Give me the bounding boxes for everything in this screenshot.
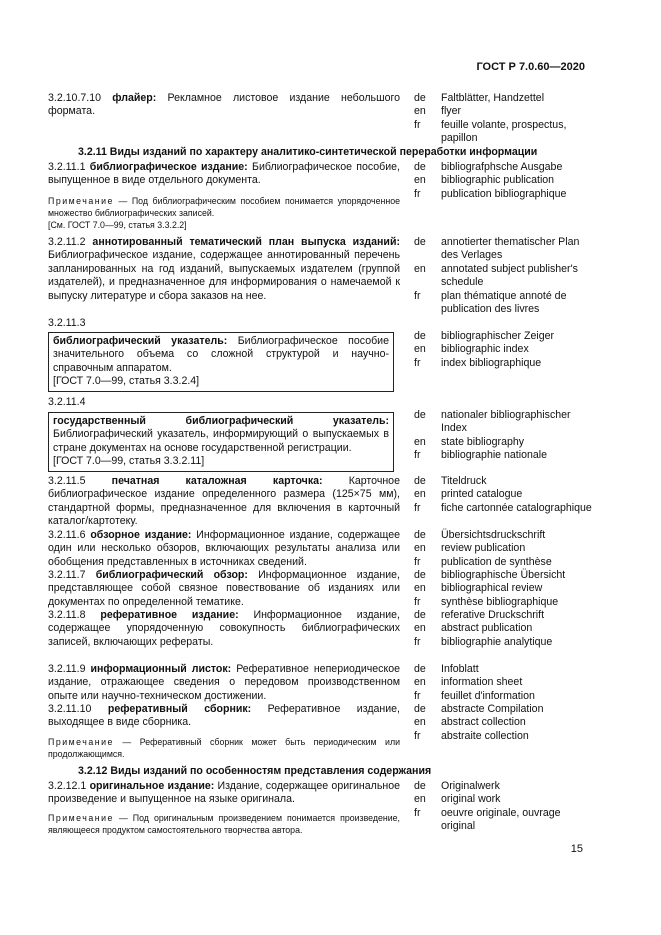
translation-row: fr publication de synthèse (414, 555, 552, 568)
entry-term: библиографический указатель: (53, 335, 228, 347)
translation-row: en abstract collection (414, 716, 526, 729)
entry-definition: Библиографическое пособие значительного объема со сложной структурой и научно-справочным аппаратом. (53, 335, 389, 374)
entry-definition: Реферативное непериодическое издание, отражающее сведения о передовом производственном опыте или научно-техническом достижении. (48, 663, 401, 702)
translation-row: fr plan thématique annoté de publication des livres (414, 289, 567, 316)
translation-row: en original work (414, 793, 501, 806)
document-header: ГОСТ Р 7.0.60—2020 (476, 61, 585, 73)
entry-term: библиографическое издание: (89, 161, 248, 173)
entry-3-2-11-10 (48, 703, 400, 730)
entry-number: 3.2.12.1 (48, 780, 87, 792)
translation-row: en bibliographic publication (414, 174, 555, 187)
entry-number: 3.2.11.7 (48, 569, 86, 581)
entry-3-2-11-9 (48, 663, 400, 703)
translations-3-2-11-2 (414, 236, 594, 316)
note-original-work (48, 812, 400, 836)
translations-3-2-11-4 (414, 409, 594, 463)
boxed-entry-3-2-11-4 (48, 412, 394, 472)
entry-term: информационный листок: (90, 663, 232, 675)
entry-number: 3.2.11.1 (48, 161, 86, 173)
translations-3-2-11-8 (414, 609, 594, 649)
translation-row: fr bibliographie nationale (414, 449, 548, 462)
translation-row: de annotierter thematischer Plan des Verlages (414, 236, 580, 262)
translations-3-2-11-6 (414, 529, 594, 569)
note-text: — Под библиографическим пособием понимается упорядоченное множество библиографических записей. (48, 196, 400, 218)
entry-number: 3.2.11.2 (48, 236, 86, 248)
entry-reference: [ГОСТ 7.0—99, статья 3.3.2.4] (53, 375, 200, 388)
entry-definition: Издание, содержащее оригинальное произведение и выпущенное на языке оригинала. (48, 780, 400, 806)
page-number: 15 (570, 843, 583, 855)
entry-3-2-11-5 (48, 475, 400, 529)
translation-row: de bibliographische Übersicht (414, 569, 566, 581)
entry-term: реферативное издание: (100, 609, 239, 621)
translation-row: fr abstraite collection (414, 729, 529, 742)
translation-row: de bibliographischer Zeiger (414, 330, 555, 342)
translation-row: en information sheet (414, 676, 523, 689)
translation-row: de Übersichtsdruckschrift (414, 529, 546, 541)
translation-row: de Originalwerk (414, 780, 500, 792)
translation-row: fr feuillet d'information (414, 689, 535, 702)
entry-term: библиографический обзор: (95, 569, 248, 581)
translation-row: en annotated subject publisher's schedule (414, 262, 578, 289)
translation-row: de abstracte Compilation (414, 703, 544, 715)
entry-definition: Рекламное листовое издание небольшого формата. (48, 92, 400, 118)
entry-definition: Информационное издание, содержащее один или несколько обзоров, включающих результаты анализа или обобщения представленных в источниках сведений. (48, 529, 400, 568)
translation-row: fr fiche cartonnée catalographique (414, 501, 592, 514)
entry-number: 3.2.11.5 (48, 475, 86, 487)
translation-row: de nationaler bibliographischer Index (414, 409, 571, 435)
translation-row: de referative Druckschrift (414, 609, 545, 621)
translation-row: en review publication (414, 542, 526, 555)
translation-row: en abstract publication (414, 622, 533, 635)
entry-definition: Библиографический указатель, информирующий о выпускаемых в стране документах на основе государственной регистрации. (53, 428, 389, 454)
entry-term: государственный библиографический указатель: (53, 415, 389, 427)
entry-3-2-11-8 (48, 609, 400, 649)
translation-row: fr bibliographie analytique (414, 635, 553, 648)
translation-row: de bibliografphsche Ausgabe (414, 161, 563, 173)
note-label: Примечание (48, 196, 114, 206)
entry-number-3-2-11-3: 3.2.11.3 (48, 317, 86, 329)
translation-row: de Titeldruck (414, 475, 487, 487)
entry-3-2-11-7 (48, 569, 400, 609)
entry-3-2-11-6 (48, 529, 400, 569)
translation-row: en state bibliography (414, 435, 525, 448)
translation-row: fr oeuvre originale, ouvrage original (414, 806, 561, 833)
section-heading-3-2-11: 3.2.11 Виды изданий по характеру аналитико-синтетической переработки информации (78, 146, 538, 158)
note-bibliographic-aid (48, 195, 400, 231)
entry-3-2-11-2 (48, 236, 400, 303)
entry-term: аннотированный тематический план выпуска изданий: (92, 236, 400, 248)
translations-3-2-11-3 (414, 330, 594, 370)
translation-row: de Faltblätter, Handzettel (414, 92, 545, 104)
entry-term: флайер: (112, 92, 157, 104)
note-reference: [См. ГОСТ 7.0—99, статья 3.3.2.2] (48, 220, 187, 230)
entry-term: печатная каталожная карточка: (111, 475, 323, 487)
entry-number-3-2-11-4: 3.2.11.4 (48, 396, 86, 408)
translation-row: en bibliographic index (414, 343, 529, 356)
entry-definition: Карточное библиографическое издание определенного размера (125×75 мм), стандартной формы, предназначенное для включения в карточный каталог/картотеку. (48, 475, 400, 528)
entry-definition: Библиографическое издание, содержащее аннотированный перечень запланированных на год изданий, выпускаемых издателем (группой издателей), и предназначенное для информирования о намечаемой к выпуску литературе и сбора заказов на нее. (48, 249, 400, 302)
note-label: Примечание (48, 737, 114, 747)
entry-definition: Информационное издание, содержащее упорядоченную совокупность библиографических записей, включающих рефераты. (48, 609, 400, 648)
translation-row: en flyer (414, 105, 462, 118)
translations-3-2-11-7 (414, 569, 594, 609)
translations-3-2-11-9 (414, 663, 594, 703)
entry-definition: Информационное издание, представляющее собой связное повествование об изданиях или документах по определенной тематике. (48, 569, 400, 608)
translation-row: fr synthèse bibliographique (414, 595, 559, 608)
entry-number: 3.2.11.6 (48, 529, 86, 541)
translation-row: de Infoblatt (414, 663, 479, 675)
entry-definition: Библиографическое пособие, выпущенное в виде отдельного документа. (48, 161, 401, 187)
translation-row: fr feuille volante, prospectus, papillon (414, 118, 567, 145)
entry-number: 3.2.10.7.10 (48, 92, 102, 104)
translation-row: fr publication bibliographique (414, 187, 567, 200)
entry-number: 3.2.11.8 (48, 609, 86, 621)
translation-row: fr index bibliographique (414, 356, 542, 369)
translations-3-2-11-1 (414, 161, 594, 201)
section-heading-3-2-12: 3.2.12 Виды изданий по особенностям представления содержания (78, 765, 432, 777)
entry-3-2-11-1 (48, 161, 400, 188)
entry-number: 3.2.11.10 (48, 703, 92, 715)
entry-term: реферативный сборник: (107, 703, 252, 715)
translations-3-2-11-5 (414, 475, 594, 515)
note-label: Примечание (48, 813, 114, 823)
translations-3-2-10-7-10 (414, 92, 594, 146)
translation-row: en bibliographical review (414, 582, 543, 595)
translations-3-2-12-1 (414, 780, 594, 834)
entry-term: обзорное издание: (90, 529, 192, 541)
entry-number: 3.2.11.9 (48, 663, 86, 675)
entry-3-2-10-7-10 (48, 92, 400, 119)
translation-row: en printed catalogue (414, 488, 523, 501)
entry-3-2-12-1 (48, 780, 400, 807)
boxed-entry-3-2-11-3 (48, 332, 394, 392)
note-abstract-collection (48, 736, 400, 760)
note-text: — Реферативный сборник может быть периодическим или продолжающимся. (48, 737, 400, 759)
entry-reference: [ГОСТ 7.0—99, статья 3.3.2.11] (53, 455, 205, 468)
note-text: — Под оригинальным произведением понимается произведение, являющееся продуктом самостоятельного творчества автора. (48, 813, 400, 835)
entry-term: оригинальное издание: (89, 780, 215, 792)
entry-definition: Реферативное издание, выходящее в виде сборника. (48, 703, 400, 729)
translations-3-2-11-10 (414, 703, 594, 743)
